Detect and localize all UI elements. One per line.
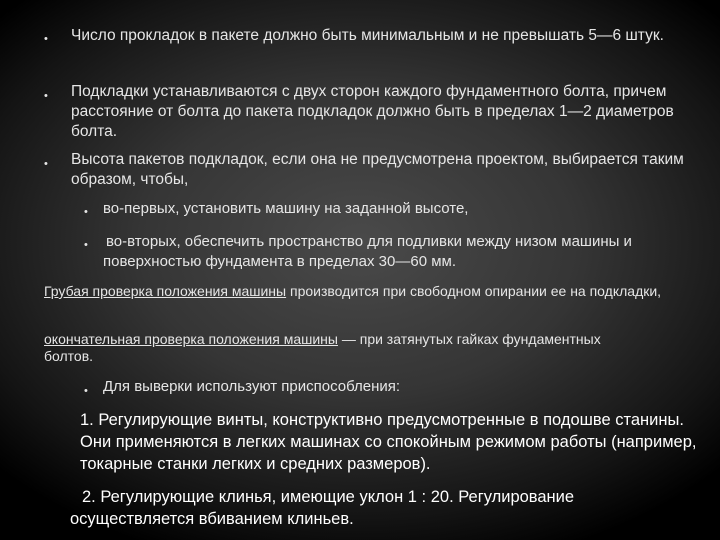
bullet-icon: •	[84, 206, 88, 218]
sub-list-item: во-вторых, обеспечить пространство для подливки между низом машины и поверхностью фундамента в пределах 30—60 мм.	[103, 233, 632, 270]
tools-intro: Для выверки используют приспособления:	[103, 378, 401, 395]
underlined-term: окончательная проверка положения машины	[44, 331, 338, 347]
paragraph-text: — при затянутых гайках фундаментных болтов.	[44, 331, 601, 364]
paragraph-final-check	[44, 331, 604, 365]
numbered-item: 1. Регулирующие винты, конструктивно предусмотренные в подошве станины. Они применяются в легких машинах со спокойным режимом работы (например, токарные станки легких и средних размеров).	[80, 411, 697, 473]
bullet-icon: •	[44, 158, 48, 170]
bullet-icon: •	[44, 33, 48, 45]
list-item: Подкладки устанавливаются с двух сторон каждого фундаментного болта, причем расстояние от болта до пакета подкладок должно быть в пределах 1—2 диаметров болта.	[71, 83, 674, 140]
bullet-icon: •	[84, 239, 88, 251]
paragraph-rough-check	[44, 283, 704, 300]
underlined-term: Грубая проверка положения машины	[44, 283, 287, 299]
bullet-icon: •	[44, 90, 48, 102]
paragraph-text: производится при свободном опирании ее на подкладки,	[286, 283, 662, 299]
numbered-item: 2. Регулирующие клинья, имеющие уклон 1 : 20. Регулирование осуществляется вбиванием клиньев.	[70, 488, 575, 528]
sub-list-item: во-первых, установить машину на заданной высоте,	[103, 200, 469, 217]
bullet-icon: •	[84, 385, 88, 397]
list-item: Высота пакетов подкладок, если она не предусмотрена проектом, выбирается таким образом, чтобы,	[71, 151, 684, 188]
list-item: Число прокладок в пакете должно быть минимальным и не превышать 5—6 штук.	[71, 27, 664, 44]
